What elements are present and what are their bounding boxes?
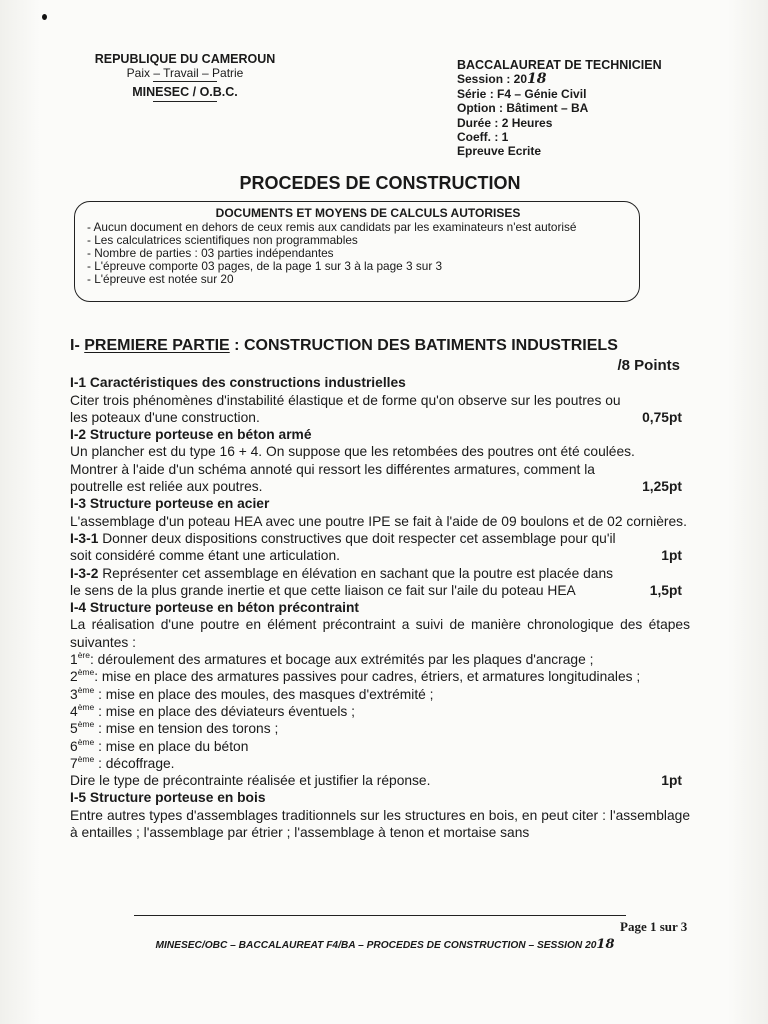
documents-item: - Aucun document en dehors de ceux remis aux candidats par les examinateurs n'est autorisé [87, 220, 577, 234]
scan-mark [42, 14, 47, 20]
section-title: I-3 Structure porteuse en acier [70, 496, 270, 512]
points-label: 1,5pt [649, 582, 682, 598]
paragraph: Montrer à l'aide d'un schéma annoté qui ressort les différentes armatures, comment la [70, 461, 595, 477]
points-label: 1,25pt [642, 479, 682, 495]
paragraph: I-3-1 Donner deux dispositions constructives que doit respecter cet assemblage pour qu'il [70, 530, 616, 546]
documents-box [74, 201, 640, 302]
question-line: le sens de la plus grande inertie et que cette liaison ce fait sur l'aile du poteau HEA 1,5pt [70, 582, 690, 599]
list-item: 2ème: mise en place des armatures passives pour cadres, étriers, et armatures longitudinales ; [70, 667, 641, 685]
page-title: PROCEDES DE CONSTRUCTION [239, 173, 521, 193]
paragraph: Entre autres types d'assemblages traditionnels sur les structures en bois, en peut citer : l'assemblage à entailles ; l'assemblage par étrier ; l'assemblage à tenon et mortaise sans [70, 807, 690, 841]
epreuve-line: Epreuve Ecrite [457, 144, 542, 159]
paragraph: La réalisation d'une poutre en élément précontraint a suivi de manière chronologique des étapes suivantes : [70, 617, 690, 650]
footer-divider [134, 915, 626, 916]
paragraph: Citer trois phénomènes d'instabilité élastique et de forme qu'on observe sur les poutres ou [70, 392, 621, 408]
handwritten-year: 18 [596, 937, 615, 952]
header-right [457, 58, 697, 159]
list-item: 4ème : mise en place des déviateurs éventuels ; [70, 701, 355, 719]
question-line: Dire le type de précontrainte réalisée et justifier la réponse. 1pt [70, 772, 690, 789]
page-number: Page 1 sur 3 [620, 919, 688, 934]
exam-content [70, 336, 690, 841]
exam-name: BACCALAUREAT DE TECHNICIEN [457, 58, 662, 72]
documents-box-title: DOCUMENTS ET MOYENS DE CALCULS AUTORISES [215, 206, 521, 220]
section-title: I-5 Structure porteuse en bois [70, 790, 266, 806]
divider [153, 101, 217, 102]
country-motto: Paix – Travail – Patrie [126, 66, 244, 80]
paragraph: L'assemblage d'un poteau HEA avec une poutre IPE se fait à l'aide de 09 boulons et de 02 cornières. [70, 513, 687, 529]
coeff-line: Coeff. : 1 [457, 130, 509, 145]
documents-item: - L'épreuve est notée sur 20 [87, 272, 234, 286]
question-line: soit considéré comme étant une articulation. 1pt [70, 547, 690, 564]
list-item: 3ème : mise en place des moules, des masques d'extrémité ; [70, 684, 434, 702]
documents-item: - L'épreuve comporte 03 pages, de la page 1 sur 3 à la page 3 sur 3 [87, 259, 443, 273]
points-label: 0,75pt [642, 409, 682, 425]
part-title: I- PREMIERE PARTIE : CONSTRUCTION DES BATIMENTS INDUSTRIELS [70, 337, 618, 354]
divider [153, 81, 217, 82]
question-line: les poteaux d'une construction. 0,75pt [70, 409, 690, 426]
list-item: 5ème : mise en tension des torons ; [70, 719, 279, 737]
documents-item: - Les calculatrices scientifiques non programmables [87, 233, 358, 247]
list-item: 6ème : mise en place du béton [70, 736, 249, 754]
question-line: poutrelle est reliée aux poutres. 1,25pt [70, 478, 690, 495]
paragraph: I-3-2 Représenter cet assemblage en élévation en sachant que la poutre est placée dans [70, 565, 614, 581]
list-item: 1ère: déroulement des armatures et bocage aux extrémités par les plaques d'ancrage ; [70, 650, 594, 668]
serie-line: Série : F4 – Génie Civil [457, 86, 587, 101]
list-item: 7ème : décoffrage. [70, 753, 175, 771]
paragraph: Un plancher est du type 16 + 4. On suppose que les retombées des poutres ont été coulées. [70, 444, 635, 460]
ministry-name: MINESEC / O.B.C. [132, 85, 238, 99]
duree-line: Durée : 2 Heures [457, 115, 553, 130]
section-title: I-1 Caractéristiques des constructions industrielles [70, 375, 406, 391]
points-label: 1pt [661, 773, 682, 789]
session-line: Session : 2018 [457, 71, 547, 88]
section-title: I-2 Structure porteuse en béton armé [70, 427, 312, 443]
part-points: /8 Points [617, 357, 680, 374]
country-name: REPUBLIQUE DU CAMEROUN [94, 52, 276, 66]
handwritten-year: 18 [527, 71, 547, 88]
documents-item: - Nombre de parties : 03 parties indépendantes [87, 246, 334, 260]
points-label: 1pt [661, 548, 682, 564]
footer-text: MINESEC/OBC – BACCALAUREAT F4/BA – PROCEDES DE CONSTRUCTION – SESSION 2018 [155, 937, 615, 952]
section-title: I-4 Structure porteuse en béton précontraint [70, 600, 360, 616]
header-left [80, 52, 290, 102]
option-line: Option : Bâtiment – BA [457, 101, 589, 116]
